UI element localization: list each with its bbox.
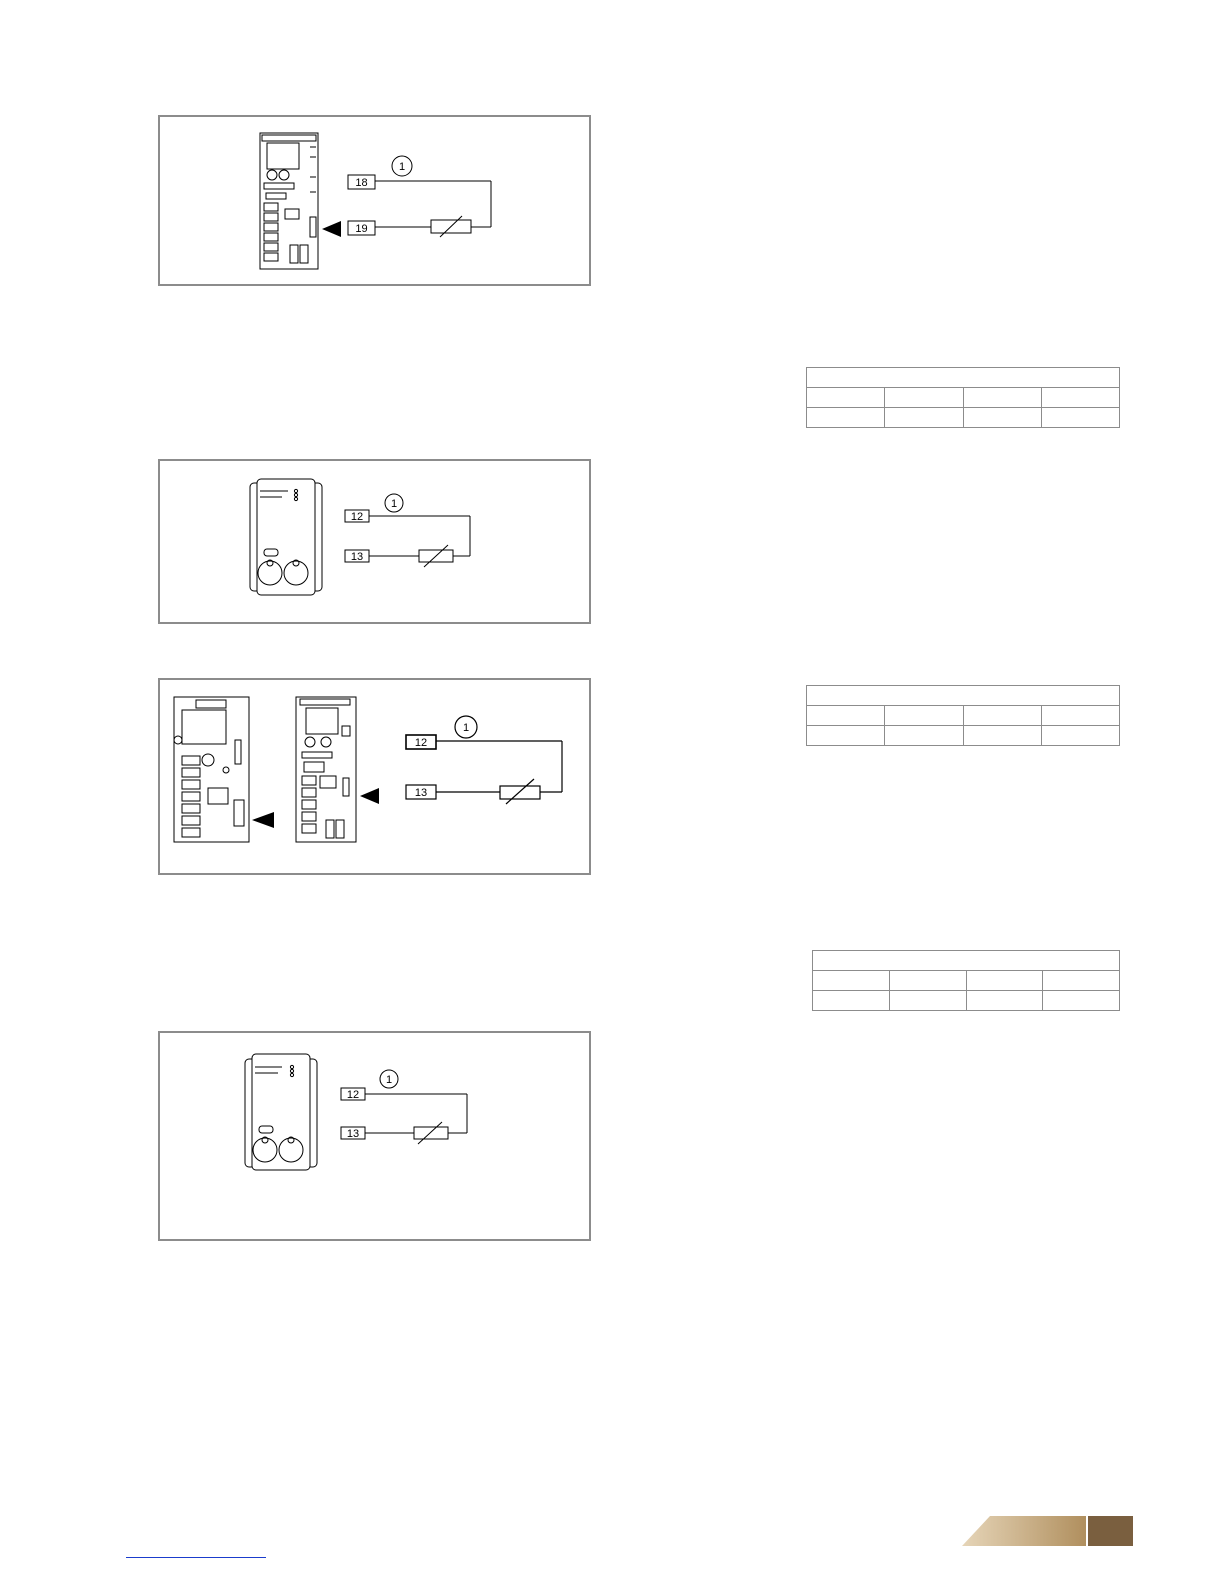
terminal-label-top: 12 xyxy=(346,1089,360,1101)
terminal-label-bottom: 13 xyxy=(346,1128,360,1140)
table-cell xyxy=(885,726,963,746)
terminal-label-top: 12 xyxy=(414,737,428,749)
pointer-arrow-icon xyxy=(360,788,379,804)
reference-marker-label: 1 xyxy=(390,498,398,510)
table-cell xyxy=(963,408,1041,428)
wiring-figure-4 xyxy=(158,1031,591,1241)
table-cell xyxy=(807,408,885,428)
table-cell xyxy=(885,388,963,408)
table-cell xyxy=(1041,388,1119,408)
controller-board-icon xyxy=(260,133,318,269)
table-cell xyxy=(1041,726,1119,746)
table-cell xyxy=(885,706,963,726)
wiring-diagram-2 xyxy=(160,461,593,626)
table-cell xyxy=(966,971,1043,991)
room-thermostat-icon xyxy=(245,1054,317,1170)
wiring-diagram-4 xyxy=(160,1033,593,1243)
resistor-icon xyxy=(500,786,540,799)
footer-link-underline[interactable] xyxy=(126,1557,266,1558)
table-cell xyxy=(1041,706,1119,726)
controller-board-a-icon xyxy=(174,697,249,842)
footer-page-bar xyxy=(962,1516,1133,1546)
empty-table-3 xyxy=(812,950,1120,1011)
reference-marker-label: 1 xyxy=(385,1074,393,1086)
footer-gold-band xyxy=(962,1516,1086,1546)
resistor-icon xyxy=(414,1127,448,1139)
terminal-label-top: 12 xyxy=(350,511,364,523)
terminal-label-top: 18 xyxy=(355,177,368,189)
table-cell xyxy=(963,706,1041,726)
wiring-diagram-1 xyxy=(160,117,593,288)
table-cell xyxy=(889,991,966,1011)
table-header-cell xyxy=(807,686,1120,706)
room-thermostat-icon xyxy=(250,479,322,595)
table-cell xyxy=(1041,408,1119,428)
table-cell xyxy=(807,726,885,746)
table-cell xyxy=(1043,991,1120,1011)
table-cell xyxy=(885,408,963,428)
reference-marker-label: 1 xyxy=(462,722,470,734)
reference-marker-label: 1 xyxy=(398,161,406,173)
table-cell xyxy=(889,971,966,991)
table-cell xyxy=(963,388,1041,408)
table-header-cell xyxy=(807,368,1120,388)
empty-table-2 xyxy=(806,685,1120,746)
terminal-label-bottom: 13 xyxy=(350,551,364,563)
terminal-label-bottom: 19 xyxy=(355,223,368,235)
table-cell xyxy=(813,971,890,991)
controller-board-b-icon xyxy=(296,697,356,842)
wiring-figure-2 xyxy=(158,459,591,624)
table-cell xyxy=(807,706,885,726)
table-cell xyxy=(966,991,1043,1011)
table-cell xyxy=(813,991,890,1011)
pointer-arrow-icon xyxy=(322,221,341,237)
table-cell xyxy=(963,726,1041,746)
wiring-figure-1 xyxy=(158,115,591,286)
table-header-cell xyxy=(813,951,1120,971)
table-cell xyxy=(807,388,885,408)
empty-table-1 xyxy=(806,367,1120,428)
table-cell xyxy=(1043,971,1120,991)
wiring-diagram-3 xyxy=(160,680,593,877)
terminal-label-bottom: 13 xyxy=(414,787,428,799)
footer-page-box xyxy=(1088,1516,1133,1546)
wiring-figure-3 xyxy=(158,678,591,875)
pointer-arrow-icon xyxy=(252,812,274,828)
